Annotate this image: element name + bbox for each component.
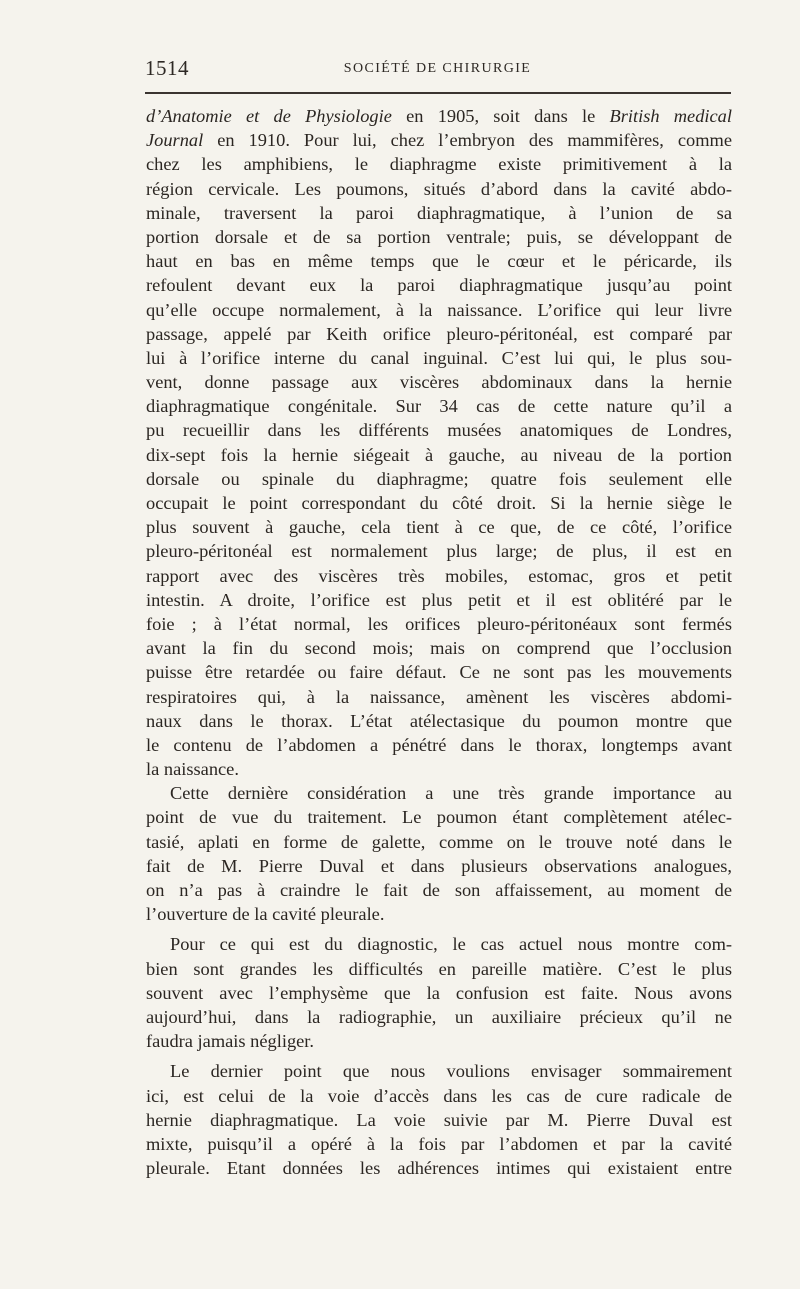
text-line: occupait le point correspondant du côté droit. Si la hernie siège le (146, 493, 732, 513)
text-line: foie ; à l’état normal, les orifices pleuro-péritonéaux sont fermés (146, 613, 732, 634)
body-text (146, 104, 732, 1180)
text-line: d’Anatomie et de Physiologie en 1905, soit dans le British medical (146, 106, 732, 126)
text-line: pu recueillir dans les différents musées anatomiques de Londres, (146, 420, 732, 441)
text-line: rapport avec des viscères très mobiles, estomac, gros et petit (146, 565, 732, 586)
text-line: souvent avec l’emphysème que la confusion est faite. Nous avons (146, 982, 732, 1003)
page-number: 1514 (145, 56, 189, 80)
text-line: Pour ce qui est du diagnostic, le cas actuel nous montre com- (170, 934, 732, 955)
text-line: ici, est celui de la voie d’accès dans les cas de cure radicale de (146, 1085, 732, 1106)
text-line: pleurale. Etant données les adhérences intimes qui existaient entre (146, 1158, 732, 1179)
text-line: vent, donne passage aux viscères abdominaux dans la hernie (146, 372, 732, 393)
text-line: haut en bas en même temps que le cœur et le péricarde, ils (146, 251, 732, 272)
text-line: lui à l’orifice interne du canal inguinal. C’est lui qui, le plus sou- (146, 347, 732, 368)
text-line: refoulent devant eux la paroi diaphragmatique jusqu’au point (146, 275, 732, 296)
text-line: fait de M. Pierre Duval et dans plusieurs observations analogues, (146, 855, 732, 876)
text-line: passage, appelé par Keith orifice pleuro-péritonéal, est comparé par (146, 323, 732, 344)
text-line: Journal en 1910. Pour lui, chez l’embryon des mammifères, comme (146, 130, 732, 151)
text-line: région cervicale. Les poumons, situés d’abord dans la cavité abdo- (146, 178, 732, 199)
text-line: le contenu de l’abdomen a pénétré dans le thorax, longtemps avant (146, 734, 732, 755)
text-line: naux dans le thorax. L’état atélectasique du poumon montre que (146, 710, 732, 731)
text-line: qu’elle occupe normalement, à la naissance. L’orifice qui leur livre (146, 299, 732, 320)
text-line: pleuro-péritonéal est normalement plus large; de plus, il est en (146, 541, 732, 562)
paragraph (146, 104, 732, 781)
text-line: point de vue du traitement. Le poumon étant complètement atélec- (146, 807, 732, 828)
text-line: intestin. A droite, l’orifice est plus petit et il est oblitéré par le (146, 589, 732, 610)
text-line: Le dernier point que nous voulions envisager sommairement (170, 1061, 732, 1082)
paragraph (146, 932, 732, 1053)
text-line: dix-sept fois la hernie siégeait à gauche, au niveau de la portion (146, 444, 732, 465)
running-title: SOCIÉTÉ DE CHIRURGIE (343, 61, 532, 76)
text-line: on n’a pas à craindre le fait de son affaissement, au moment de (146, 880, 732, 900)
text-line: tasié, aplati en forme de galette, comme on le trouve noté dans le (146, 831, 732, 852)
paragraph (146, 1059, 732, 1180)
text-line: portion dorsale et de sa portion ventrale; puis, se développant de (146, 226, 732, 247)
text-line: l’ouverture de la cavité pleurale. (146, 904, 385, 925)
text-line: mixte, puisqu’il a opéré à la fois par l’abdomen et par la cavité (146, 1133, 732, 1154)
text-line: diaphragmatique congénitale. Sur 34 cas de cette nature qu’il a (146, 396, 732, 417)
text-line: plus souvent à gauche, cela tient à ce que, de ce côté, l’orifice (146, 517, 732, 538)
text-line: la naissance. (146, 759, 239, 780)
text-line: respiratoires qui, à la naissance, amènent les viscères abdomi- (146, 686, 732, 707)
header-rule (145, 92, 731, 94)
text-line: aujourd’hui, dans la radiographie, un auxiliaire précieux qu’il ne (146, 1006, 732, 1027)
text-line: dorsale ou spinale du diaphragme; quatre fois seulement elle (146, 468, 732, 489)
text-line: minale, traversent la paroi diaphragmatique, à l’union de sa (146, 202, 732, 223)
text-line: chez les amphibiens, le diaphragme existe primitivement à la (146, 154, 732, 175)
text-line: Cette dernière considération a une très grande importance au (170, 783, 732, 804)
text-line: puisse être retardée ou faire défaut. Ce ne sont pas les mouvements (146, 662, 732, 683)
paragraph (146, 781, 732, 926)
text-line: hernie diaphragmatique. La voie suivie par M. Pierre Duval est (146, 1109, 732, 1130)
text-line: avant la fin du second mois; mais on comprend que l’occlusion (146, 638, 732, 659)
text-line: bien sont grandes les difficultés en pareille matière. C’est le plus (146, 958, 732, 979)
page-header (145, 56, 730, 82)
text-line: faudra jamais négliger. (146, 1031, 315, 1052)
